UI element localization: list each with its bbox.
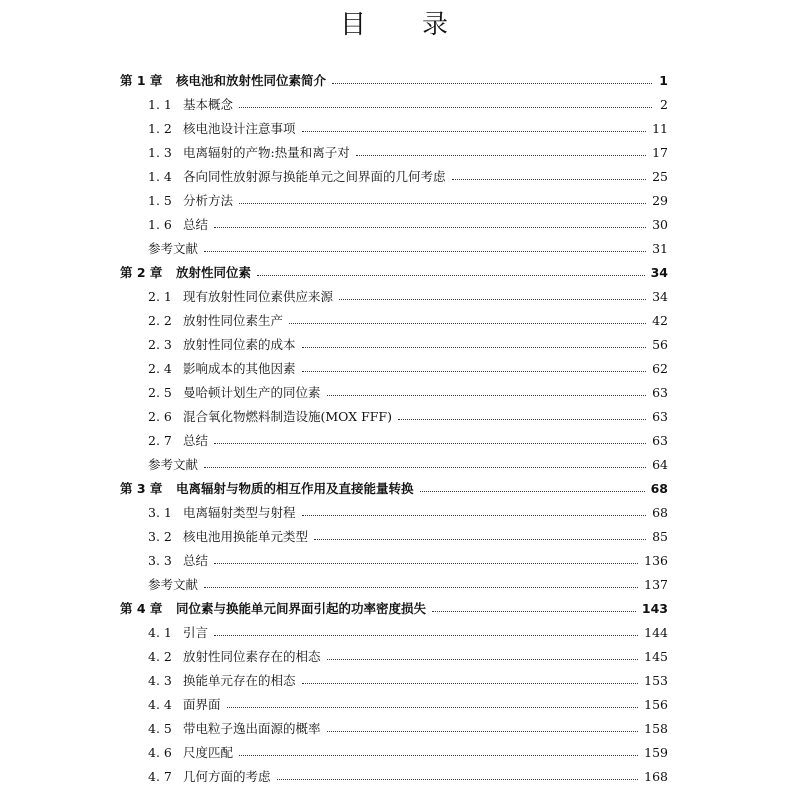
dot-leader bbox=[420, 490, 645, 492]
toc-section-row[interactable] bbox=[120, 764, 668, 788]
toc-entry-title: 现有放射性同位素供应来源 bbox=[183, 289, 334, 304]
toc-entry-number: 2. 5 bbox=[148, 384, 172, 400]
toc-entry-number: 第 4 章 bbox=[120, 601, 163, 616]
toc-page-number: 63 bbox=[652, 408, 668, 424]
toc-page-number: 145 bbox=[644, 648, 668, 664]
toc-section-row[interactable] bbox=[120, 428, 668, 452]
dot-leader bbox=[239, 106, 652, 108]
toc-page-number: 168 bbox=[644, 768, 668, 784]
toc-section-row[interactable] bbox=[120, 620, 668, 644]
dot-leader bbox=[204, 466, 646, 468]
toc-page-number: 68 bbox=[652, 504, 668, 520]
toc-page-number: 31 bbox=[652, 240, 668, 256]
dot-leader bbox=[204, 250, 646, 252]
toc-entry-title: 放射性同位素 bbox=[176, 265, 252, 280]
toc-entry-number: 3. 1 bbox=[148, 504, 172, 520]
toc-entry-title: 曼哈顿计划生产的同位素 bbox=[183, 385, 321, 400]
dot-leader bbox=[214, 634, 638, 636]
toc-entry-number: 3. 2 bbox=[148, 528, 172, 544]
toc-entry-title: 换能单元存在的相态 bbox=[183, 673, 296, 688]
toc-entry-number: 第 1 章 bbox=[120, 73, 163, 88]
page-title bbox=[0, 4, 790, 41]
dot-leader bbox=[302, 130, 647, 132]
toc-entry-title: 放射性同位素的成本 bbox=[183, 337, 296, 352]
toc-page-number: 56 bbox=[652, 336, 668, 352]
dot-leader bbox=[302, 370, 647, 372]
toc-page-number: 159 bbox=[644, 744, 668, 760]
dot-leader bbox=[302, 346, 647, 348]
toc-section-row[interactable] bbox=[120, 308, 668, 332]
dot-leader bbox=[327, 658, 639, 660]
toc-page-number: 34 bbox=[650, 264, 668, 280]
dot-leader bbox=[452, 178, 647, 180]
toc-entry-title: 核电池用换能单元类型 bbox=[183, 529, 309, 544]
toc-page-number: 17 bbox=[652, 144, 668, 160]
toc-entry-number: 1. 4 bbox=[148, 168, 172, 184]
title-char-left: 目 bbox=[339, 10, 368, 40]
toc-page-number: 68 bbox=[650, 480, 668, 496]
toc-entry-number: 3. 3 bbox=[148, 552, 172, 568]
toc-page-number: 156 bbox=[644, 696, 668, 712]
toc-section-row[interactable] bbox=[120, 692, 668, 716]
toc-page-number: 2 bbox=[660, 96, 668, 112]
toc-section-row[interactable] bbox=[120, 212, 668, 236]
toc-section-row[interactable] bbox=[120, 380, 668, 404]
toc-entry-title: 核电池和放射性同位素简介 bbox=[176, 73, 327, 88]
toc-entry-title: 电离辐射与物质的相互作用及直接能量转换 bbox=[176, 481, 414, 496]
toc-section-row[interactable] bbox=[120, 404, 668, 428]
dot-leader bbox=[214, 442, 646, 444]
dot-leader bbox=[327, 394, 647, 396]
dot-leader bbox=[239, 202, 646, 204]
toc-page-number: 29 bbox=[652, 192, 668, 208]
dot-leader bbox=[204, 586, 638, 588]
table-of-contents bbox=[120, 68, 668, 788]
toc-entry-number: 1. 2 bbox=[148, 120, 172, 136]
toc-entry-number: 4. 5 bbox=[148, 720, 172, 736]
dot-leader bbox=[339, 298, 646, 300]
toc-section-row[interactable] bbox=[120, 140, 668, 164]
toc-entry-number: 2. 3 bbox=[148, 336, 172, 352]
toc-entry-title: 尺度匹配 bbox=[183, 745, 234, 760]
toc-page-number: 158 bbox=[644, 720, 668, 736]
toc-section-row[interactable] bbox=[120, 548, 668, 572]
dot-leader bbox=[257, 274, 645, 276]
toc-entry-title: 同位素与换能单元间界面引起的功率密度损失 bbox=[176, 601, 427, 616]
toc-entry-title: 放射性同位素存在的相态 bbox=[183, 649, 321, 664]
toc-entry-number: 2. 1 bbox=[148, 288, 172, 304]
toc-page-number: 62 bbox=[652, 360, 668, 376]
toc-entry-title: 总结 bbox=[183, 433, 209, 448]
toc-entry-number: 2. 4 bbox=[148, 360, 172, 376]
toc-entry-title: 各向同性放射源与换能单元之间界面的几何考虑 bbox=[183, 169, 446, 184]
toc-entry-title: 核电池设计注意事项 bbox=[183, 121, 296, 136]
dot-leader bbox=[302, 682, 639, 684]
toc-entry-title: 引言 bbox=[183, 625, 209, 640]
toc-section-row[interactable] bbox=[120, 500, 668, 524]
toc-references-row[interactable] bbox=[120, 572, 668, 596]
toc-page-number: 64 bbox=[652, 456, 668, 472]
toc-section-row[interactable] bbox=[120, 644, 668, 668]
toc-entry-number: 1. 3 bbox=[148, 144, 172, 160]
toc-page-number: 30 bbox=[652, 216, 668, 232]
toc-references-row[interactable] bbox=[120, 236, 668, 260]
toc-entry-title: 影响成本的其他因素 bbox=[183, 361, 296, 376]
toc-entry-title: 总结 bbox=[183, 217, 209, 232]
dot-leader bbox=[356, 154, 646, 156]
toc-section-row[interactable] bbox=[120, 284, 668, 308]
toc-page-number: 63 bbox=[652, 432, 668, 448]
toc-page-number: 144 bbox=[644, 624, 668, 640]
title-char-right: 录 bbox=[422, 10, 451, 40]
toc-entry-title: 总结 bbox=[183, 553, 209, 568]
toc-page-number: 136 bbox=[644, 552, 668, 568]
toc-page-number: 42 bbox=[652, 312, 668, 328]
toc-references-row[interactable] bbox=[120, 452, 668, 476]
toc-page-number: 153 bbox=[644, 672, 668, 688]
dot-leader bbox=[432, 610, 636, 612]
dot-leader bbox=[214, 562, 638, 564]
toc-section-row[interactable] bbox=[120, 668, 668, 692]
toc-entry-title: 电离辐射的产物:热量和离子对 bbox=[183, 145, 350, 160]
toc-entry-title: 参考文献 bbox=[148, 241, 199, 256]
toc-entry-number: 1. 5 bbox=[148, 192, 172, 208]
toc-entry-number: 2. 2 bbox=[148, 312, 172, 328]
toc-section-row[interactable] bbox=[120, 188, 668, 212]
toc-section-row[interactable] bbox=[120, 716, 668, 740]
toc-section-row[interactable] bbox=[120, 356, 668, 380]
toc-entry-number: 4. 6 bbox=[148, 744, 172, 760]
toc-section-row[interactable] bbox=[120, 116, 668, 140]
toc-section-row[interactable] bbox=[120, 92, 668, 116]
toc-page-number: 1 bbox=[659, 72, 668, 88]
toc-page-number: 143 bbox=[641, 600, 668, 616]
dot-leader bbox=[398, 418, 646, 420]
toc-entry-title: 带电粒子逸出面源的概率 bbox=[183, 721, 321, 736]
toc-chapter-row[interactable] bbox=[120, 260, 668, 284]
toc-entry-title: 基本概念 bbox=[183, 97, 234, 112]
toc-chapter-row[interactable] bbox=[120, 596, 668, 620]
toc-entry-number: 第 3 章 bbox=[120, 481, 163, 496]
toc-entry-number: 2. 6 bbox=[148, 408, 172, 424]
dot-leader bbox=[289, 322, 646, 324]
toc-entry-title: 分析方法 bbox=[183, 193, 234, 208]
toc-chapter-row[interactable] bbox=[120, 476, 668, 500]
toc-entry-number: 1. 1 bbox=[148, 96, 172, 112]
toc-entry-number: 第 2 章 bbox=[120, 265, 163, 280]
toc-section-row[interactable] bbox=[120, 332, 668, 356]
toc-entry-title: 面界面 bbox=[183, 697, 221, 712]
dot-leader bbox=[214, 226, 646, 228]
dot-leader bbox=[327, 730, 639, 732]
toc-entry-number: 2. 7 bbox=[148, 432, 172, 448]
toc-entry-title: 混合氧化物燃料制造设施(MOX FFF) bbox=[183, 409, 392, 424]
toc-section-row[interactable] bbox=[120, 524, 668, 548]
toc-entry-number: 4. 2 bbox=[148, 648, 172, 664]
dot-leader bbox=[239, 754, 638, 756]
toc-page-number: 11 bbox=[652, 120, 668, 136]
toc-entry-title: 参考文献 bbox=[148, 457, 199, 472]
toc-entry-title: 电离辐射类型与射程 bbox=[183, 505, 296, 520]
toc-section-row[interactable] bbox=[120, 164, 668, 188]
dot-leader bbox=[314, 538, 646, 540]
toc-section-row[interactable] bbox=[120, 740, 668, 764]
toc-entry-title: 参考文献 bbox=[148, 577, 199, 592]
toc-entry-number: 4. 3 bbox=[148, 672, 172, 688]
dot-leader bbox=[277, 778, 639, 780]
toc-chapter-row[interactable] bbox=[120, 68, 668, 92]
toc-page-number: 25 bbox=[652, 168, 668, 184]
toc-entry-number: 1. 6 bbox=[148, 216, 172, 232]
toc-entry-number: 4. 7 bbox=[148, 768, 172, 784]
toc-page-number: 85 bbox=[652, 528, 668, 544]
toc-entry-number: 4. 1 bbox=[148, 624, 172, 640]
toc-page-number: 137 bbox=[644, 576, 668, 592]
dot-leader bbox=[227, 706, 639, 708]
dot-leader bbox=[332, 82, 652, 84]
toc-page-number: 34 bbox=[652, 288, 668, 304]
toc-entry-number: 4. 4 bbox=[148, 696, 172, 712]
toc-entry-title: 放射性同位素生产 bbox=[183, 313, 284, 328]
toc-entry-title: 几何方面的考虑 bbox=[183, 769, 271, 784]
toc-page-number: 63 bbox=[652, 384, 668, 400]
dot-leader bbox=[302, 514, 647, 516]
